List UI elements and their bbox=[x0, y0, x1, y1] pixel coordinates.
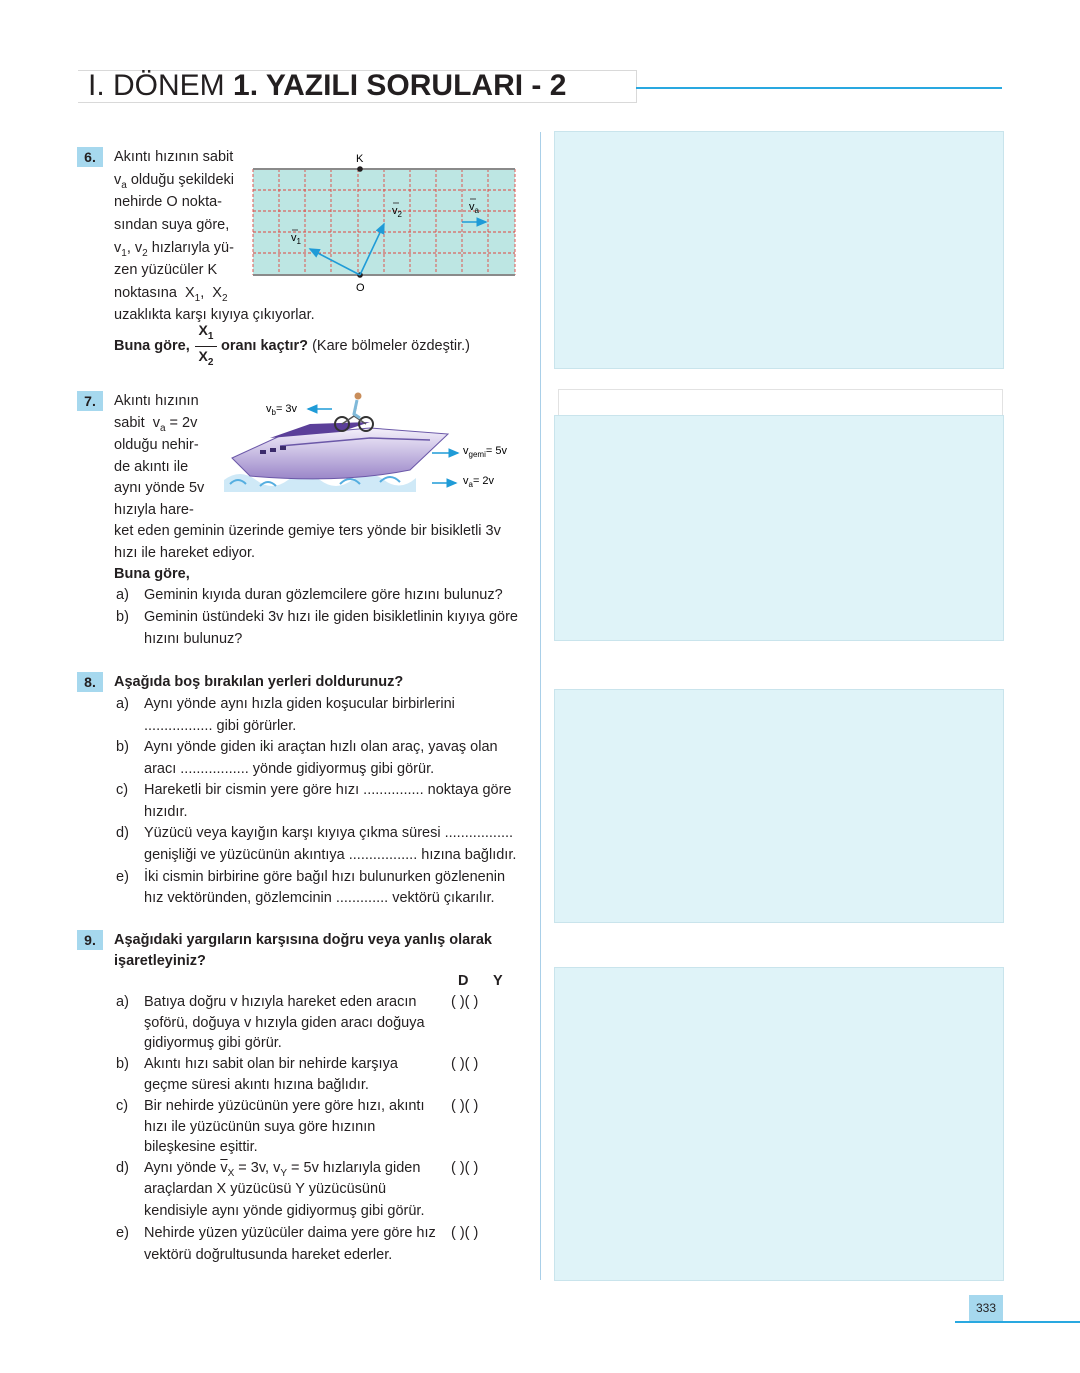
q6-v1: v bbox=[114, 240, 122, 256]
q7-line-4: de akıntı ile bbox=[114, 459, 189, 475]
title-prefix: I. DÖNEM bbox=[88, 69, 225, 102]
q7-line-2-a: sabit bbox=[114, 415, 145, 431]
q6-v2-sub: 2 bbox=[142, 247, 148, 259]
q6-fraction-bar bbox=[195, 346, 217, 347]
q7-va-fig-sub: a bbox=[468, 480, 473, 489]
q6-label-v1-sub: 1 bbox=[296, 237, 301, 246]
q9-b-answer[interactable]: ( )( ) bbox=[451, 1056, 479, 1072]
answer-box-7[interactable] bbox=[554, 415, 1004, 641]
q8-a-line-2: ................. gibi görürler. bbox=[144, 718, 297, 734]
answer-box-7-tab bbox=[558, 389, 1003, 416]
q9-c-line-1: Bir nehirde yüzücünün yere göre hızı, akıntı bbox=[144, 1098, 425, 1114]
page-number: 333 bbox=[969, 1295, 1003, 1321]
q7-label-vgemi bbox=[463, 445, 507, 459]
q7-a-label: a) bbox=[116, 587, 129, 603]
q8-c-line-1: Hareketli bir cismin yere göre hızı ............... noktaya göre bbox=[144, 782, 512, 798]
header-rule bbox=[636, 87, 1002, 89]
q9-d-vx-sub: X bbox=[227, 1167, 235, 1179]
column-divider bbox=[540, 132, 541, 1280]
q9-d-line-1-text: Aynı yönde bbox=[144, 1160, 217, 1176]
q9-d-line-3: kendisiyle aynı yönde gidiyormuş gibi görür. bbox=[144, 1203, 425, 1219]
q6-v2: v bbox=[134, 240, 143, 256]
q6-label-o: O bbox=[356, 282, 365, 294]
q6-fraction bbox=[195, 322, 217, 371]
q6-line-3: nehirde O nokta- bbox=[114, 194, 223, 210]
q8-d-label: d) bbox=[116, 825, 129, 841]
q6-va-sub: a bbox=[121, 179, 127, 191]
q7-b-label: b) bbox=[116, 609, 129, 625]
q7-cyclist-head bbox=[355, 393, 362, 400]
answer-box-9[interactable] bbox=[554, 967, 1004, 1281]
q9-col-d: D bbox=[458, 973, 469, 989]
q7-label-vb bbox=[266, 403, 298, 417]
q9-d-line-2: araçlardan X yüzücüsü Y yüzücüsünü bbox=[144, 1181, 387, 1197]
q7-vb-main: v bbox=[266, 403, 272, 415]
q6-question-mid: oranı kaçtır? bbox=[221, 338, 309, 354]
q6-x2: X bbox=[212, 285, 222, 301]
q7-b-text-1: Geminin üstündeki 3v hızı ile giden bisikletlinin kıyıya göre bbox=[144, 609, 518, 625]
q9-e-line-2: vektörü doğrultusunda hareket ederler. bbox=[144, 1247, 393, 1263]
q8-e-label: e) bbox=[116, 869, 129, 885]
q8-a-label: a) bbox=[116, 696, 129, 712]
q6-frac-x2-sub: 2 bbox=[207, 356, 214, 368]
q8-e-line-2: hız vektöründen, gözlemcinin ............. vektörü çıkarılır. bbox=[144, 890, 495, 906]
q6-label-v2-sub: 2 bbox=[397, 210, 402, 219]
q6-x1: X bbox=[184, 285, 195, 301]
title-main: 1. YAZILI SORULARI - 2 bbox=[233, 69, 567, 102]
q7-line-3: olduğu nehir- bbox=[114, 437, 199, 453]
q6-river-figure bbox=[248, 148, 520, 296]
question-7-number: 7. bbox=[77, 391, 103, 411]
q7-a-text: Geminin kıyıda duran gözlemcilere göre hızını bulunuz? bbox=[144, 587, 503, 603]
q9-e-label: e) bbox=[116, 1225, 129, 1241]
q9-a-label: a) bbox=[116, 994, 129, 1010]
q7-va-sub: a bbox=[159, 422, 166, 434]
q7-line-1: Akıntı hızının bbox=[114, 393, 199, 409]
q8-d-line-2: genişliği ve yüzücünün akıntıya ................. hızına bağlıdır. bbox=[144, 847, 517, 863]
q7-line-5: aynı yönde 5v bbox=[114, 480, 205, 496]
q9-d-label: d) bbox=[116, 1160, 129, 1176]
q7-vb-sub: b bbox=[271, 408, 276, 417]
q6-label-v2-main: v bbox=[392, 205, 398, 217]
q6-va: v bbox=[114, 172, 122, 188]
q6-x2-sub: 2 bbox=[221, 292, 228, 304]
q6-line-8: uzaklıkta karşı kıyıya çıkıyorlar. bbox=[114, 307, 315, 323]
q6-question-prefix: Buna göre, bbox=[114, 338, 190, 354]
page-number-rule bbox=[955, 1321, 1080, 1323]
q9-c-label: c) bbox=[116, 1098, 129, 1114]
q6-frac-x1: X bbox=[198, 322, 208, 338]
q7-line-8: hızı ile hareket ediyor. bbox=[114, 545, 256, 561]
q9-e-answer[interactable]: ( )( ) bbox=[451, 1225, 479, 1241]
q6-line-7-text: noktasına bbox=[114, 285, 177, 301]
q6-fraction-num bbox=[195, 322, 217, 345]
q8-c-label: c) bbox=[116, 782, 129, 798]
q9-d-formula: = 3v, v bbox=[238, 1160, 281, 1176]
q7-va-main: v bbox=[463, 475, 469, 487]
q8-a-line-1: Aynı yönde aynı hızla giden koşucular birbirlerini bbox=[144, 696, 455, 712]
q9-title-2: işaretleyiniz? bbox=[114, 953, 206, 969]
q6-line-5: $v_1$, $v_2$ hızlarıyla yü- bbox=[114, 240, 234, 259]
q6-label-v1-main: v bbox=[291, 232, 297, 244]
q9-b-line-1: Akıntı hızı sabit olan bir nehirde karşıya bbox=[144, 1056, 398, 1072]
q6-x1-sub: 1 bbox=[194, 292, 201, 304]
q8-d-line-1: Yüzücü veya kayığın karşı kıyıya çıkma süresi ................. bbox=[144, 825, 514, 841]
q9-c-answer[interactable]: ( )( ) bbox=[451, 1098, 479, 1114]
q9-col-y: Y bbox=[493, 973, 503, 989]
q7-vgemi-sub: gemi bbox=[468, 450, 486, 459]
q9-c-line-2: hızı ile yüzücünün suya göre hızının bbox=[144, 1119, 376, 1135]
q9-title-1: Aşağıdaki yargıların karşısına doğru veya yanlış olarak bbox=[114, 932, 492, 948]
question-9-number: 9. bbox=[77, 930, 103, 950]
q6-frac-x1-sub: 1 bbox=[207, 330, 214, 342]
q9-b-line-2: geçme süresi akıntı hızına bağlıdır. bbox=[144, 1077, 369, 1093]
q9-d-answer[interactable]: ( )( ) bbox=[451, 1160, 479, 1176]
q6-line-1: Akıntı hızının sabit bbox=[114, 149, 234, 165]
q7-line-2-b: = 2v bbox=[169, 415, 198, 431]
q6-line-6: zen yüzücüler K bbox=[114, 262, 218, 278]
q6-label-k: K bbox=[356, 153, 364, 165]
q6-frac-x2: X bbox=[198, 347, 208, 364]
q6-line-4: sından suya göre, bbox=[114, 217, 230, 233]
q7-cyclist-body bbox=[354, 400, 360, 418]
q6-question-note: (Kare bölmeler özdeştir.) bbox=[312, 338, 471, 354]
q6-line-7: noktasına $X_1$, $X_2$ bbox=[114, 285, 228, 304]
q9-e-line-1: Nehirde yüzen yüzücüler daima yere göre hız bbox=[144, 1225, 436, 1241]
q8-b-line-1: Aynı yönde giden iki araçtan hızlı olan araç, yavaş olan bbox=[144, 739, 498, 755]
answer-box-8[interactable] bbox=[554, 689, 1004, 923]
q7-line-6: hızıyla hare- bbox=[114, 502, 194, 518]
q8-title: Aşağıda boş bırakılan yerleri doldurunuz? bbox=[114, 674, 404, 690]
q9-a-answer[interactable]: ( )( ) bbox=[451, 994, 479, 1010]
answer-box-6[interactable] bbox=[554, 131, 1004, 369]
q9-b-label: b) bbox=[116, 1056, 129, 1072]
q6-point-k bbox=[357, 166, 363, 172]
q8-b-label: b) bbox=[116, 739, 129, 755]
q9-a-line-3: gidiyormuş gibi görür. bbox=[144, 1035, 282, 1051]
q9-d-vy-sub: Y bbox=[280, 1167, 287, 1179]
q8-e-line-1: İki cismin birbirine göre bağıl hızı bulunurken gözlenenin bbox=[144, 869, 506, 885]
q6-label-va-sub: a bbox=[474, 206, 479, 215]
q7-vgemi-val: = 5v bbox=[485, 445, 507, 457]
q9-c-line-3: bileşkesine eşittir. bbox=[144, 1139, 258, 1155]
q7-vb-val: = 3v bbox=[275, 403, 298, 415]
q7-line-2: sabit $v_a = 2v$ bbox=[114, 415, 198, 434]
q9-a-line-2: şoförü, doğuya v hızıyla giden aracı doğuya bbox=[144, 1015, 425, 1031]
q9-a-line-1: Batıya doğru v hızıyla hareket eden aracın bbox=[144, 994, 417, 1010]
q6-line-2-text: olduğu şekildeki bbox=[130, 172, 235, 188]
q8-c-line-2: hızıdır. bbox=[144, 804, 188, 820]
q7-question: Buna göre, bbox=[114, 566, 190, 582]
q7-label-va bbox=[463, 475, 495, 489]
q9-d-vx: $\overline{v}$ bbox=[220, 1160, 228, 1176]
page-title bbox=[88, 69, 566, 103]
q7-line-7: ket eden geminin üzerinde gemiye ters yönde bir bisikletli 3v bbox=[114, 523, 501, 539]
q6-fraction-den bbox=[195, 348, 217, 371]
q6-line-5-text: hızlarıyla yü- bbox=[151, 240, 234, 256]
q6-label-va-main: v bbox=[469, 201, 475, 213]
question-8-number: 8. bbox=[77, 672, 103, 692]
q7-vgemi-main: v bbox=[463, 445, 469, 457]
q8-b-line-2: aracı ................. yönde gidiyormuş gibi görür. bbox=[144, 761, 435, 777]
q7-b-text-2: hızını bulunuz? bbox=[144, 631, 243, 647]
q7-va-val: = 2v bbox=[472, 475, 495, 487]
q7-ship-figure bbox=[220, 388, 520, 500]
q6-v1-sub: 1 bbox=[121, 247, 127, 259]
q9-d-formula2: = 5v hızlarıyla giden bbox=[291, 1160, 421, 1176]
question-6-number: 6. bbox=[77, 147, 103, 167]
q6-question bbox=[221, 335, 470, 357]
